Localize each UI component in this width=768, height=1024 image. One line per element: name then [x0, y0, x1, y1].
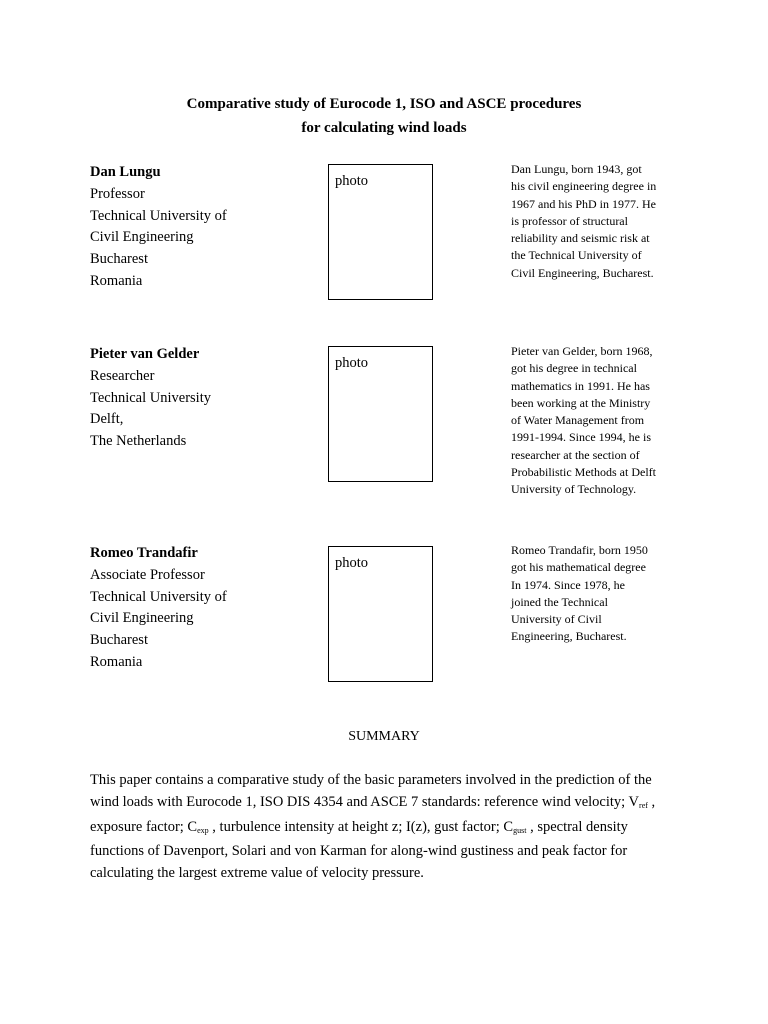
author-affiliation-line: Delft, — [90, 411, 124, 428]
bio-line: University of Technology. — [511, 482, 637, 497]
author-affiliation-line: Researcher — [90, 367, 155, 384]
summary-text: exposure factor; C — [90, 818, 198, 835]
author-bio-3 — [511, 542, 686, 646]
subscript-gust: gust — [513, 825, 527, 835]
author-photo-placeholder — [328, 164, 433, 300]
summary-text: , spectral density — [526, 818, 628, 835]
summary-line: calculating the largest extreme value of velocity pressure. — [90, 865, 424, 882]
bio-line: got his mathematical degree — [511, 560, 646, 575]
bio-line: the Technical University of — [511, 248, 642, 263]
author-block-1 — [90, 162, 330, 293]
subscript-exp: exp — [197, 825, 209, 835]
author-affiliation-line: Bucharest — [90, 251, 148, 268]
bio-line: Probabilistic Methods at Delft — [511, 465, 656, 480]
bio-line: is professor of structural — [511, 213, 628, 228]
author-affiliation-line: Professor — [90, 185, 145, 202]
summary-line — [90, 817, 690, 842]
bio-line: University of Civil — [511, 612, 602, 627]
bio-line: Pieter van Gelder, born 1968, — [511, 344, 653, 358]
bio-line: Engineering, Bucharest. — [511, 629, 627, 644]
bio-line: 1967 and his PhD in 1977. He — [511, 196, 656, 211]
summary-line — [90, 792, 690, 817]
author-affiliation-line: Technical University of — [90, 207, 227, 224]
bio-line: In 1974. Since 1978, he — [511, 577, 625, 592]
author-name: Dan Lungu — [90, 164, 161, 180]
bio-line: 1991-1994. Since 1994, he is — [511, 430, 651, 445]
summary-text: , turbulence intensity at height z; I(z), gust factor; C — [208, 818, 514, 835]
bio-line: joined the Technical — [511, 594, 608, 609]
author-affiliation-line: Technical University — [90, 389, 211, 406]
summary-heading: SUMMARY — [348, 729, 420, 744]
bio-line: reliability and seismic risk at — [511, 231, 650, 246]
bio-line: researcher at the section of — [511, 447, 640, 462]
summary-text: wind loads with Eurocode 1, ISO DIS 4354 and ASCE 7 standards: reference wind velocity; V — [90, 793, 640, 810]
summary-paragraph — [90, 770, 690, 885]
author-bio-2 — [511, 343, 686, 499]
author-affiliation-line: Technical University of — [90, 588, 227, 605]
bio-line: Dan Lungu, born 1943, got — [511, 162, 642, 176]
author-photo-placeholder — [328, 346, 433, 482]
bio-line: his civil engineering degree in — [511, 179, 657, 194]
summary-text: , — [647, 793, 656, 810]
photo-label: photo — [335, 355, 369, 371]
bio-line: got his degree in technical — [511, 361, 637, 376]
author-block-3 — [90, 543, 330, 674]
paper-title-line-1: Comparative study of Eurocode 1, ISO and ASCE procedures — [186, 96, 582, 112]
photo-label: photo — [335, 173, 369, 189]
bio-line: mathematics in 1991. He has — [511, 378, 650, 393]
author-block-2 — [90, 344, 330, 453]
author-affiliation-line: Civil Engineering — [90, 610, 194, 627]
subscript-ref: ref — [639, 800, 648, 810]
author-affiliation-line: Civil Engineering — [90, 229, 194, 246]
author-name: Pieter van Gelder — [90, 346, 200, 362]
author-name: Romeo Trandafir — [90, 545, 198, 561]
author-affiliation-line: Bucharest — [90, 632, 148, 649]
author-affiliation-line: Romania — [90, 272, 143, 289]
author-bio-1 — [511, 161, 686, 282]
summary-line: functions of Davenport, Solari and von Karman for along-wind gustiness and peak factor for — [90, 843, 628, 860]
bio-line: Romeo Trandafir, born 1950 — [511, 543, 648, 557]
bio-line: been working at the Ministry — [511, 395, 651, 410]
author-affiliation-line: Associate Professor — [90, 566, 205, 583]
bio-line: Civil Engineering, Bucharest. — [511, 265, 654, 280]
author-affiliation-line: Romania — [90, 653, 143, 670]
author-affiliation-line: The Netherlands — [90, 433, 187, 450]
bio-line: of Water Management from — [511, 413, 645, 428]
paper-title-line-2: for calculating wind loads — [301, 120, 467, 136]
summary-line: This paper contains a comparative study of the basic parameters involved in the prediction of the — [90, 772, 652, 788]
author-photo-placeholder — [328, 546, 433, 682]
photo-label: photo — [335, 555, 369, 571]
